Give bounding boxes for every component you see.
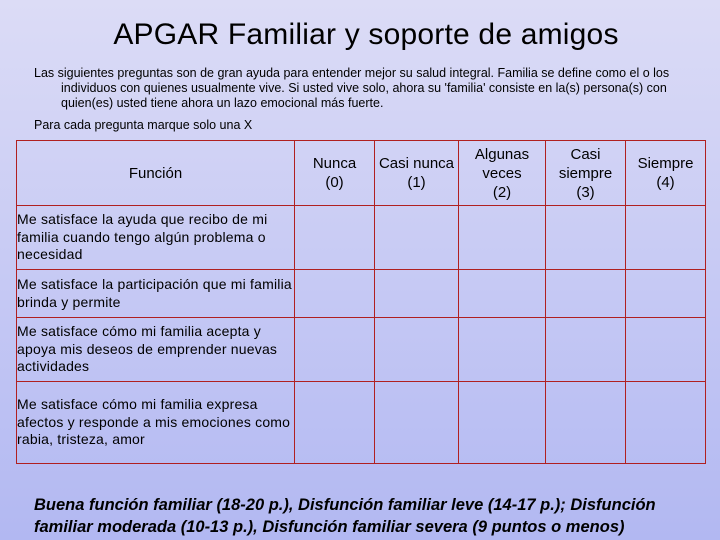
answer-cell-2[interactable] xyxy=(459,270,546,318)
score-header-casi-nunca xyxy=(375,141,459,206)
answer-cell-4[interactable] xyxy=(626,206,706,270)
answer-cell-2[interactable] xyxy=(459,318,546,382)
answer-cell-1[interactable] xyxy=(375,318,459,382)
score-value: (3) xyxy=(576,183,595,201)
intro-text xyxy=(34,66,694,111)
answer-cell-0[interactable] xyxy=(295,270,375,318)
item-question: Me satisface la ayuda que recibo de mi familia cuando tengo algún problema o necesidad xyxy=(17,206,295,270)
item-question: Me satisface cómo mi familia expresa afectos y responde a mis emociones como rabia, tristeza, amor xyxy=(17,382,295,464)
answer-cell-4[interactable] xyxy=(626,382,706,464)
answer-cell-3[interactable] xyxy=(546,270,626,318)
intro-paragraph: Las siguientes preguntas son de gran ayuda para entender mejor su salud integral. Familia se define como el o los individuos con quienes usualmente vive. Si usted vive solo, ahora su 'familia' consiste en la(s) persona(s) con quien(es) usted tiene ahora un lazo emocional más fuerte. xyxy=(34,66,670,110)
score-value: (1) xyxy=(407,174,426,191)
score-header-casi-siempre xyxy=(546,141,626,206)
answer-cell-1[interactable] xyxy=(375,382,459,464)
answer-cell-0[interactable] xyxy=(295,382,375,464)
table-row xyxy=(17,382,706,464)
answer-cell-0[interactable] xyxy=(295,318,375,382)
function-header: Función xyxy=(17,141,295,206)
answer-cell-1[interactable] xyxy=(375,270,459,318)
header-row xyxy=(17,141,706,206)
score-header-algunas-veces xyxy=(459,141,546,206)
table-row xyxy=(17,318,706,382)
score-value: (4) xyxy=(656,174,675,191)
score-header-siempre xyxy=(626,141,706,206)
answer-cell-1[interactable] xyxy=(375,206,459,270)
answer-cell-3[interactable] xyxy=(546,318,626,382)
score-label: Nunca xyxy=(312,155,357,172)
scoring-legend: Buena función familiar (18-20 p.), Disfunción familiar leve (14-17 p.); Disfunción familiar moderada (10-13 p.), Disfunción familiar severa (9 puntos o menos) xyxy=(34,496,656,536)
score-label: Algunas veces xyxy=(474,145,530,182)
answer-cell-0[interactable] xyxy=(295,206,375,270)
answer-cell-2[interactable] xyxy=(459,382,546,464)
answer-cell-4[interactable] xyxy=(626,270,706,318)
score-value: (0) xyxy=(325,174,344,191)
item-question: Me satisface cómo mi familia acepta y apoya mis deseos de emprender nuevas actividades xyxy=(17,318,295,382)
score-label: Casi siempre xyxy=(558,145,613,182)
score-label: Casi nunca xyxy=(378,155,455,172)
answer-cell-3[interactable] xyxy=(546,206,626,270)
answer-cell-3[interactable] xyxy=(546,382,626,464)
table-row xyxy=(17,206,706,270)
score-label: Siempre xyxy=(637,155,694,172)
table-row xyxy=(17,270,706,318)
item-question: Me satisface la participación que mi familia brinda y permite xyxy=(17,270,295,318)
instruction-text: Para cada pregunta marque solo una X xyxy=(34,118,253,132)
page-title: APGAR Familiar y soporte de amigos xyxy=(113,18,619,51)
apgar-table xyxy=(16,140,706,464)
score-value: (2) xyxy=(492,183,512,201)
answer-cell-4[interactable] xyxy=(626,318,706,382)
score-header-nunca xyxy=(295,141,375,206)
answer-cell-2[interactable] xyxy=(459,206,546,270)
